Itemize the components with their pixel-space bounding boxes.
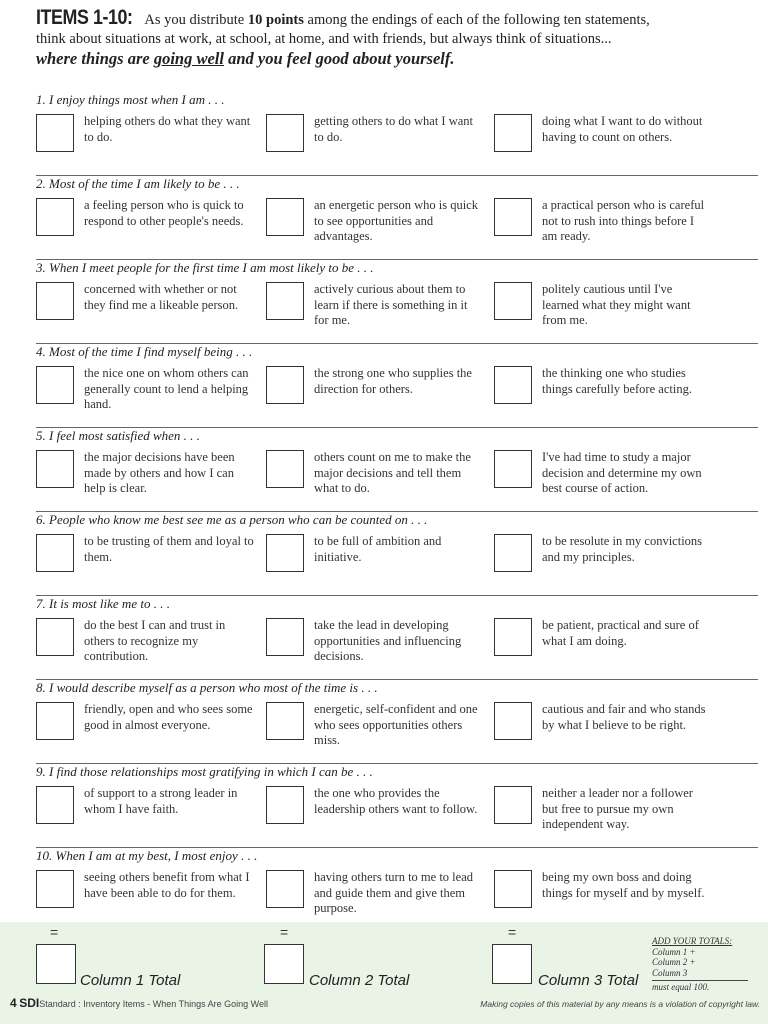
equals-sign: = — [280, 924, 289, 940]
points-input-box[interactable] — [266, 198, 304, 236]
points-input-box[interactable] — [266, 534, 304, 572]
question-title: 1. I enjoy things most when I am . . . — [36, 92, 225, 107]
option-text: to be resolute in my convictions and my principles. — [542, 534, 703, 564]
question-title: 8. I would describe myself as a person who most of the time is . . . — [36, 680, 378, 695]
question-title: 9. I find those relationships most gratifying in which I can be . . . — [36, 764, 373, 779]
option-text: having others turn to me to lead and guide them and give them purpose. — [314, 870, 473, 915]
question-title: 6. People who know me best see me as a person who can be counted on . . . — [36, 512, 428, 527]
points-input-box[interactable] — [36, 534, 74, 572]
points-input-box[interactable] — [266, 282, 304, 320]
option-text: do the best I can and trust in others to recognize my contribution. — [84, 618, 226, 663]
option-text: the nice one on whom others can generally count to lend a helping hand. — [84, 366, 249, 411]
option-text: of support to a strong leader in whom I have faith. — [84, 786, 238, 816]
points-input-box[interactable] — [494, 282, 532, 320]
question-7 — [36, 596, 758, 680]
option-text: energetic, self-confident and one who sees opportunities others miss. — [314, 702, 478, 747]
points-input-box[interactable] — [494, 618, 532, 656]
instructions-emphasis: where things are going well and you feel good about yourself. — [36, 49, 455, 68]
option-text: friendly, open and who sees some good in almost everyone. — [84, 702, 253, 732]
option-text: others count on me to make the major decisions and tell them what to do. — [314, 450, 471, 495]
option-text: doing what I want to do without having to count on others. — [542, 114, 703, 144]
copyright-notice: Making copies of this material by any means is a violation of copyright law. — [480, 999, 760, 1009]
points-input-box[interactable] — [494, 198, 532, 236]
points-input-box[interactable] — [36, 366, 74, 404]
option-text: being my own boss and doing things for myself and by myself. — [542, 870, 705, 900]
points-input-box[interactable] — [266, 114, 304, 152]
option-text: be patient, practical and sure of what I am doing. — [542, 618, 699, 648]
brand-logo: SDI — [19, 996, 40, 1010]
option-text: cautious and fair and who stands by what I believe to be right. — [542, 702, 706, 732]
column-2-total-box[interactable] — [264, 944, 304, 984]
option-text: the strong one who supplies the direction for others. — [314, 366, 472, 396]
question-6 — [36, 512, 758, 596]
question-10 — [36, 848, 758, 920]
points-input-box[interactable] — [36, 114, 74, 152]
points-input-box[interactable] — [494, 870, 532, 908]
option-text: the one who provides the leadership others want to follow. — [314, 786, 478, 816]
instructions-line-2: think about situations at work, at school, at home, and with friends, but always think of situations... — [36, 31, 612, 47]
option-text: a feeling person who is quick to respond to other people's needs. — [84, 198, 244, 228]
question-9 — [36, 764, 758, 848]
option-text: seeing others benefit from what I have been able to do for them. — [84, 870, 250, 900]
items-label: ITEMS 1-10: — [36, 6, 133, 29]
option-text: concerned with whether or not they find me a likeable person. — [84, 282, 239, 312]
points-input-box[interactable] — [494, 114, 532, 152]
question-title: 10. When I am at my best, I most enjoy . . . — [36, 848, 258, 863]
option-text: a practical person who is careful not to rush into things before I am ready. — [542, 198, 705, 243]
option-text: to be full of ambition and initiative. — [314, 534, 442, 564]
column-2-total-label: Column 2 Total — [309, 972, 410, 989]
option-text: politely cautious until I've learned what they might want from me. — [542, 282, 691, 327]
points-input-box[interactable] — [266, 786, 304, 824]
question-title: 3. When I meet people for the first time I am most likely to be . . . — [36, 260, 374, 275]
footer-title: Standard : Inventory Items - When Things Are Going Well — [39, 999, 268, 1009]
points-input-box[interactable] — [494, 366, 532, 404]
option-text: the major decisions have been made by others and how I can help is clear. — [84, 450, 235, 495]
points-input-box[interactable] — [266, 870, 304, 908]
question-1 — [36, 92, 758, 176]
points-input-box[interactable] — [266, 366, 304, 404]
points-input-box[interactable] — [36, 198, 74, 236]
question-2 — [36, 176, 758, 260]
question-5 — [36, 428, 758, 512]
option-text: neither a leader nor a follower but free to pursue my own independent way. — [542, 786, 693, 831]
option-text: an energetic person who is quick to see opportunities and advantages. — [314, 198, 478, 243]
option-text: getting others to do what I want to do. — [314, 114, 473, 144]
equals-sign: = — [508, 924, 517, 940]
option-text: actively curious about them to learn if there is something in it for me. — [314, 282, 468, 327]
page-footer — [10, 996, 760, 1010]
option-text: the thinking one who studies things carefully before acting. — [542, 366, 692, 396]
column-1-total-box[interactable] — [36, 944, 76, 984]
question-title: 5. I feel most satisfied when . . . — [36, 428, 200, 443]
column-1-total-label: Column 1 Total — [80, 972, 181, 989]
points-input-box[interactable] — [36, 450, 74, 488]
points-input-box[interactable] — [494, 534, 532, 572]
option-text: to be trusting of them and loyal to them. — [84, 534, 254, 564]
question-4 — [36, 344, 758, 428]
option-text: take the lead in developing opportunities and influencing decisions. — [314, 618, 462, 663]
instructions-header — [36, 8, 756, 70]
option-text: I've had time to study a major decision and determine my own best course of action. — [542, 450, 702, 495]
question-3 — [36, 260, 758, 344]
points-input-box[interactable] — [494, 786, 532, 824]
points-input-box[interactable] — [36, 618, 74, 656]
points-input-box[interactable] — [494, 702, 532, 740]
points-input-box[interactable] — [266, 702, 304, 740]
points-input-box[interactable] — [36, 702, 74, 740]
points-input-box[interactable] — [36, 786, 74, 824]
question-title: 2. Most of the time I am likely to be . . . — [36, 176, 240, 191]
points-input-box[interactable] — [36, 870, 74, 908]
add-totals-note: ADD YOUR TOTALS: Column 1 + Column 2 + Column 3 must equal 100. — [652, 936, 762, 993]
points-input-box[interactable] — [36, 282, 74, 320]
column-3-total-box[interactable] — [492, 944, 532, 984]
equals-sign: = — [50, 924, 59, 940]
page-number: 4 — [10, 996, 17, 1010]
option-text: helping others do what they want to do. — [84, 114, 251, 144]
question-title: 4. Most of the time I find myself being . . . — [36, 344, 253, 359]
points-input-box[interactable] — [266, 450, 304, 488]
instructions-line-1: ITEMS 1-10: As you distribute 10 points among the endings of each of the following ten statements, — [36, 6, 650, 29]
question-8 — [36, 680, 758, 764]
question-title: 7. It is most like me to . . . — [36, 596, 170, 611]
points-input-box[interactable] — [494, 450, 532, 488]
points-input-box[interactable] — [266, 618, 304, 656]
column-3-total-label: Column 3 Total — [538, 972, 639, 989]
